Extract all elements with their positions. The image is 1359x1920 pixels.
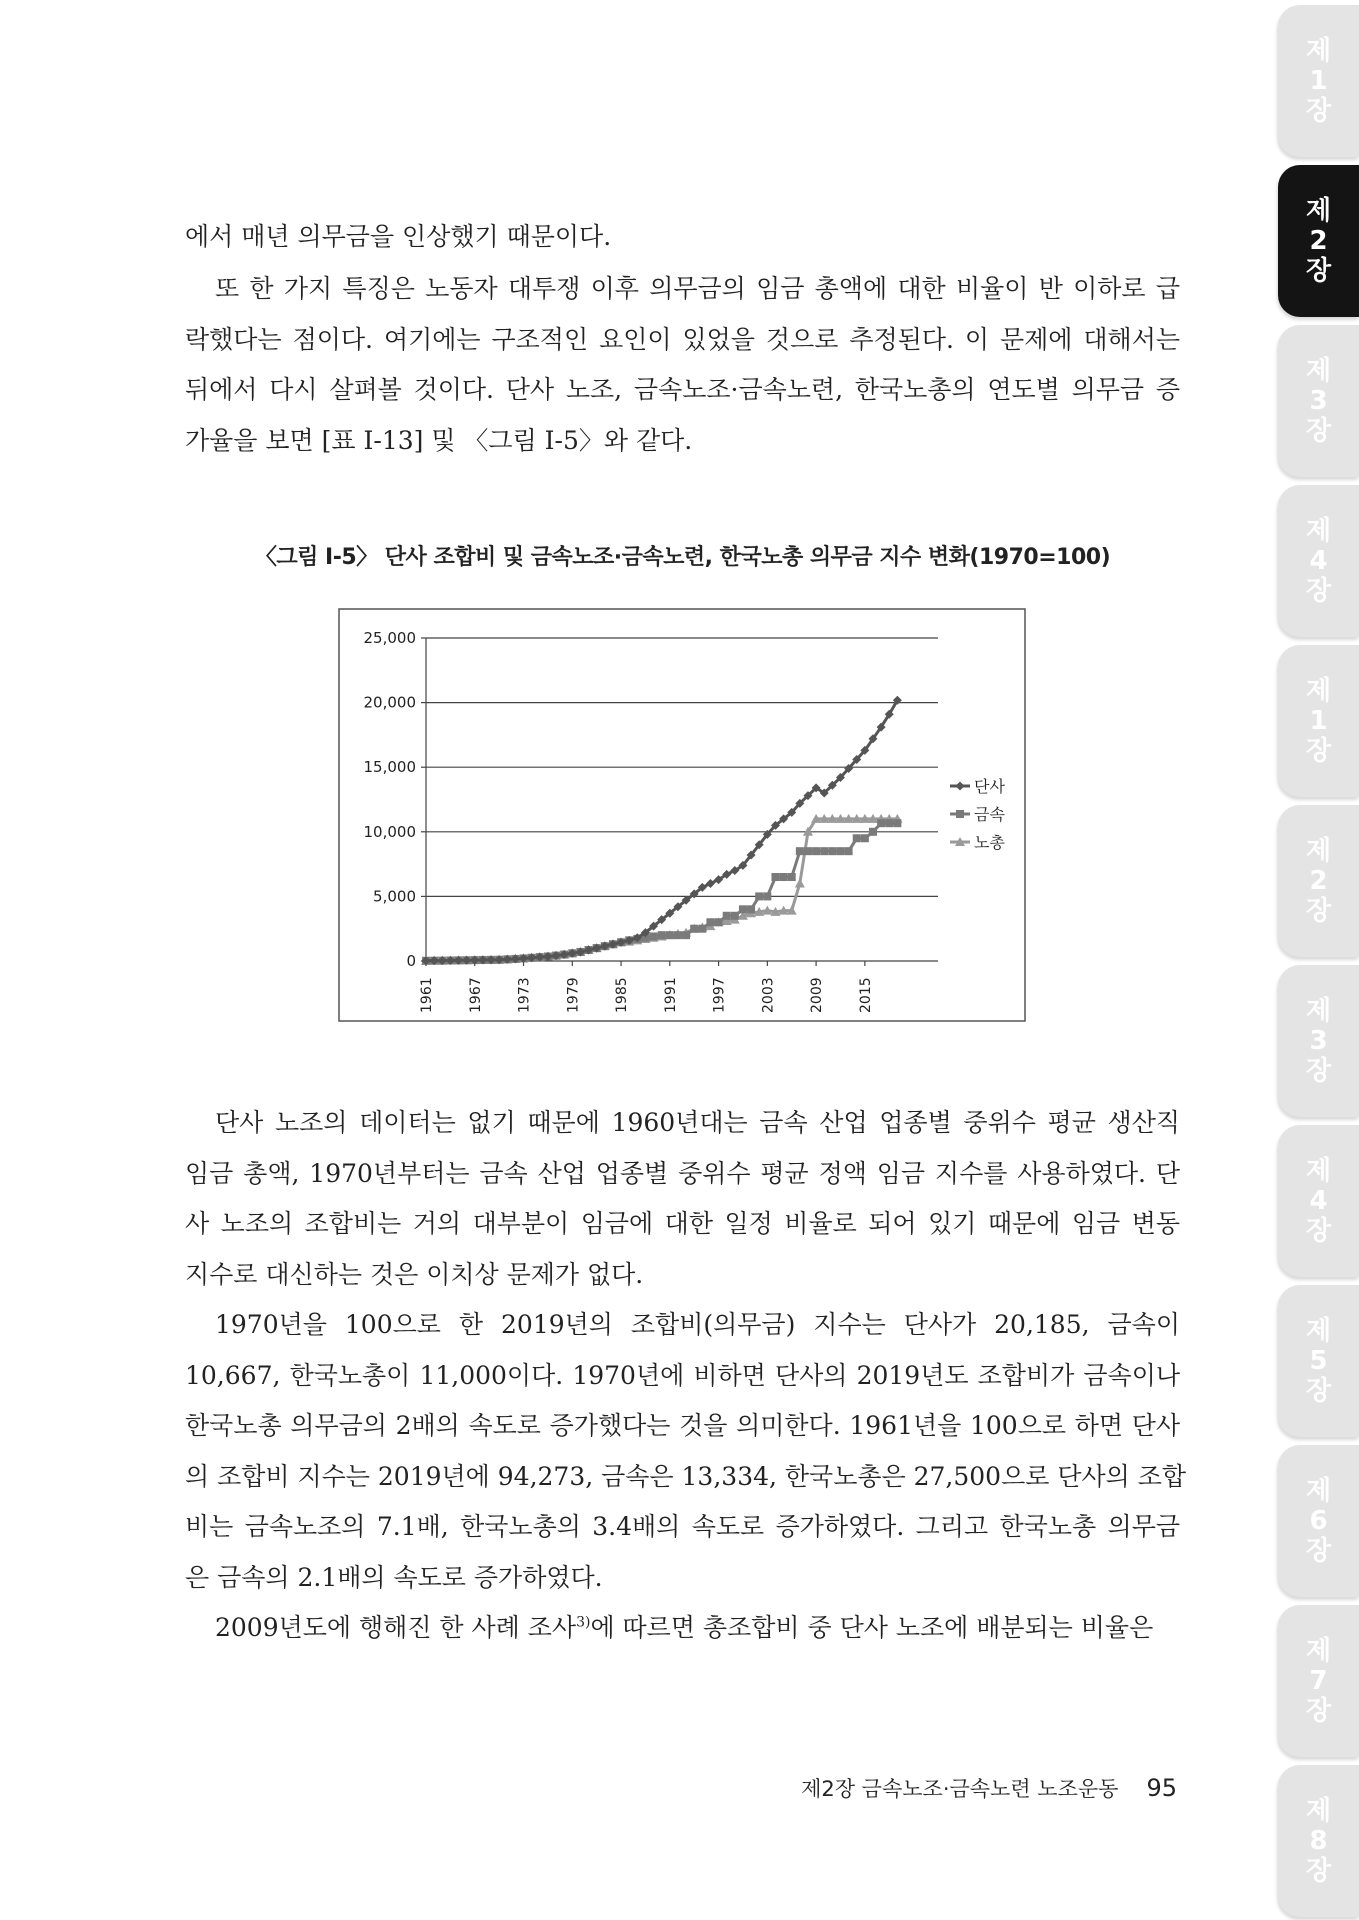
data-point xyxy=(796,847,804,855)
paragraph-3 xyxy=(185,1098,1180,1300)
paragraph-5 xyxy=(185,1603,1180,1654)
data-point xyxy=(674,931,682,939)
chapter-tab-5[interactable] xyxy=(1278,645,1359,797)
para4-line: 비는 금속노조의 7.1배, 한국노총의 3.4배의 속도로 증가하였다. 그리고 한국노총 의무금 xyxy=(185,1512,1180,1541)
x-tick-label: 1985 xyxy=(614,977,631,1013)
chapter-tab-label: 장 xyxy=(1305,896,1332,926)
chapter-tab-label: 장 xyxy=(1305,1856,1332,1886)
data-point xyxy=(788,873,796,881)
chapter-tab-10[interactable] xyxy=(1278,1445,1359,1597)
chapter-tab-label: 장 xyxy=(1305,1056,1332,1086)
chapter-tab-label: 3 xyxy=(1309,386,1328,416)
chapter-tab-label: 2 xyxy=(1309,226,1328,256)
chapter-tab-label: 제 xyxy=(1305,196,1332,226)
chapter-tab-11[interactable] xyxy=(1278,1605,1359,1757)
y-tick-label: 15,000 xyxy=(363,758,416,777)
y-tick-label: 20,000 xyxy=(363,693,416,712)
chapter-tab-9[interactable] xyxy=(1278,1285,1359,1437)
y-tick-label: 5,000 xyxy=(373,887,416,906)
para4-line: 10,667, 한국노총이 11,000이다. 1970년에 비하면 단사의 2019년도 조합비가 금속이나 xyxy=(185,1360,1180,1390)
chapter-tab-4[interactable] xyxy=(1278,485,1359,637)
data-point xyxy=(723,912,731,920)
chapter-tab-label: 장 xyxy=(1305,576,1332,606)
para4-line: 의 조합비 지수는 2019년에 94,273, 금속은 13,334, 한국노총은 27,500으로 단사의 조합 xyxy=(185,1461,1187,1491)
legend-label: 금속 xyxy=(974,805,1005,824)
data-point xyxy=(812,847,820,855)
data-point xyxy=(690,925,698,933)
data-point xyxy=(845,847,853,855)
legend-marker xyxy=(956,810,964,818)
chapter-tab-label: 제 xyxy=(1305,996,1332,1026)
chapter-tab-label: 1 xyxy=(1309,66,1328,96)
chapter-tab-7[interactable] xyxy=(1278,965,1359,1117)
paragraph-5-line xyxy=(185,1603,1180,1654)
data-point xyxy=(836,847,844,855)
chapter-tab-12[interactable] xyxy=(1278,1765,1359,1917)
para3-line: 사 노조의 조합비는 거의 대부분이 임금에 대한 일정 비율로 되어 있기 때문에 임금 변동 xyxy=(185,1209,1180,1238)
para4-line: 1970년을 100으로 한 2019년의 조합비(의무금) 지수는 단사가 20,185, 금속이 xyxy=(215,1310,1180,1339)
chapter-tab-8[interactable] xyxy=(1278,1125,1359,1277)
y-tick-label: 25,000 xyxy=(363,629,416,647)
chapter-tab-label: 제 xyxy=(1305,1156,1332,1186)
data-point xyxy=(893,819,901,827)
para4-line: 한국노총 의무금의 2배의 속도로 증가했다는 것을 의미한다. 1961년을 100으로 하면 단사 xyxy=(185,1411,1180,1440)
data-point xyxy=(877,819,885,827)
chapter-tab-label: 제 xyxy=(1305,1636,1332,1666)
x-tick-label: 1967 xyxy=(467,977,484,1013)
chapter-tab-label: 2 xyxy=(1309,866,1328,896)
chapter-tab-label: 4 xyxy=(1309,546,1328,576)
paragraph-1 xyxy=(185,212,1180,263)
data-point xyxy=(755,892,763,900)
paragraph-5-text-after: 에 따르면 총조합비 중 단사 노조에 배분되는 비율은 xyxy=(590,1613,1154,1642)
data-point xyxy=(715,918,723,926)
page-number: 95 xyxy=(1146,1774,1177,1802)
para3-line: 임금 총액, 1970년부터는 금속 산업 업종별 중위수 평균 정액 임금 지수를 사용하였다. 단 xyxy=(185,1158,1180,1188)
chapter-tab-label: 제 xyxy=(1305,356,1332,386)
data-point xyxy=(861,834,869,842)
para2-line: 락했다는 점이다. 여기에는 구조적인 요인이 있었을 것으로 추정된다. 이 문제에 대해서는 xyxy=(185,324,1180,354)
y-tick-label: 10,000 xyxy=(363,822,416,841)
chapter-tabs xyxy=(1278,0,1359,1920)
chapter-tab-label: 제 xyxy=(1305,1316,1332,1346)
chapter-tab-label: 장 xyxy=(1305,1216,1332,1246)
x-tick-label: 1961 xyxy=(419,977,435,1013)
paragraph-4 xyxy=(185,1300,1187,1603)
x-tick-label: 2003 xyxy=(760,977,777,1013)
paragraph-2 xyxy=(185,264,1180,466)
data-point xyxy=(731,912,739,920)
data-point xyxy=(763,892,771,900)
chapter-tab-1[interactable] xyxy=(1278,5,1359,157)
x-tick-label: 1973 xyxy=(516,977,533,1013)
chapter-tab-label: 장 xyxy=(1305,1536,1332,1566)
para2-line: 가율을 보면 [표 Ⅰ-13] 및 〈그림 Ⅰ-5〉와 같다. xyxy=(185,425,693,455)
chapter-tab-label: 장 xyxy=(1305,1696,1332,1726)
chapter-tab-label: 제 xyxy=(1305,1796,1332,1826)
chapter-tab-label: 장 xyxy=(1305,736,1332,766)
x-tick-label: 2015 xyxy=(857,977,874,1013)
chapter-tab-label: 제 xyxy=(1305,676,1332,706)
para3-line: 단사 노조의 데이터는 없기 때문에 1960년대는 금속 산업 업종별 중위수 평균 생산직 xyxy=(215,1108,1180,1137)
para4-line: 은 금속의 2.1배의 속도로 증가하였다. xyxy=(185,1562,603,1592)
data-point xyxy=(650,932,658,940)
page-footer xyxy=(801,1773,1177,1803)
chapter-tab-2[interactable] xyxy=(1278,165,1359,317)
data-point xyxy=(828,847,836,855)
legend-label: 단사 xyxy=(974,777,1005,796)
chapter-tab-label: 3 xyxy=(1309,1026,1328,1056)
chapter-tab-label: 장 xyxy=(1305,1376,1332,1406)
para1-line: 에서 매년 의무금을 인상했기 때문이다. xyxy=(185,222,612,251)
data-point xyxy=(853,834,861,842)
x-tick-label: 1979 xyxy=(565,977,582,1013)
chapter-tab-3[interactable] xyxy=(1278,325,1359,477)
chapter-tab-label: 장 xyxy=(1305,416,1332,446)
data-point xyxy=(666,931,674,939)
chapter-tab-label: 5 xyxy=(1309,1346,1328,1376)
chapter-tab-label: 제 xyxy=(1305,836,1332,866)
chapter-tab-label: 제 xyxy=(1305,36,1332,66)
running-chapter-title: 제2장 금속노조·금속노련 노조운동 xyxy=(801,1777,1119,1801)
chapter-tab-label: 6 xyxy=(1309,1506,1328,1536)
data-point xyxy=(804,847,812,855)
data-point xyxy=(658,931,666,939)
legend-label: 노총 xyxy=(974,833,1005,852)
chapter-tab-label: 장 xyxy=(1305,256,1332,286)
chapter-tab-label: 제 xyxy=(1305,1476,1332,1506)
x-tick-label: 2009 xyxy=(809,977,826,1013)
data-point xyxy=(747,905,755,913)
para2-line: 뒤에서 다시 살펴볼 것이다. 단사 노조, 금속노조·금속노련, 한국노총의 연도별 의무금 증 xyxy=(185,375,1180,404)
chapter-tab-label: 제 xyxy=(1305,516,1332,546)
x-tick-label: 1991 xyxy=(662,977,679,1013)
chapter-tab-label: 7 xyxy=(1309,1666,1328,1696)
figure-caption: 〈그림 Ⅰ-5〉 단사 조합비 및 금속노조·금속노련, 한국노총 의무금 지수 변화(1970=100) xyxy=(254,545,1111,570)
x-tick-label: 1997 xyxy=(711,977,728,1013)
line-chart xyxy=(338,608,1026,1022)
chapter-tab-6[interactable] xyxy=(1278,805,1359,957)
data-point xyxy=(682,931,690,939)
data-point xyxy=(706,918,714,926)
footnote-marker[interactable]: 3) xyxy=(576,1614,591,1631)
para2-line: 또 한 가지 특징은 노동자 대투쟁 이후 의무금의 임금 총액에 대한 비율이 반 이하로 급 xyxy=(215,274,1180,303)
data-point xyxy=(780,873,788,881)
data-point xyxy=(698,925,706,933)
data-point xyxy=(885,819,893,827)
data-point xyxy=(820,847,828,855)
chapter-tab-label: 1 xyxy=(1309,706,1328,736)
para3-line: 지수로 대신하는 것은 이치상 문제가 없다. xyxy=(185,1259,644,1289)
paragraph-5-text-before: 2009년도에 행해진 한 사례 조사 xyxy=(215,1613,577,1642)
data-point xyxy=(739,905,747,913)
chapter-tab-label: 4 xyxy=(1309,1186,1328,1216)
chapter-tab-label: 장 xyxy=(1305,96,1332,126)
data-point xyxy=(869,828,877,836)
y-tick-label: 0 xyxy=(406,952,416,970)
chapter-tab-label: 8 xyxy=(1309,1826,1328,1856)
data-point xyxy=(771,873,779,881)
